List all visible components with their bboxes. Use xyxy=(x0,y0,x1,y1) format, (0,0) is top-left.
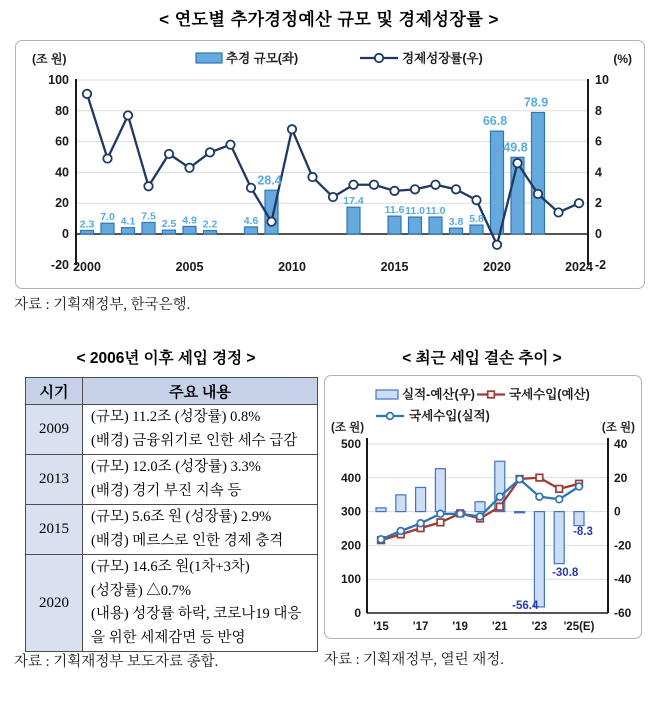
table-row xyxy=(26,405,318,455)
svg-text:0: 0 xyxy=(614,504,621,519)
content-cell xyxy=(83,555,318,652)
svg-text:17.4: 17.4 xyxy=(343,195,364,208)
bar-value-labels xyxy=(80,95,549,230)
bottom-chart-legend xyxy=(376,387,590,424)
svg-text:국세수입(예산): 국세수입(예산) xyxy=(509,387,590,402)
content-line: (배경) 메르스로 인한 경제 충격 xyxy=(91,532,284,549)
top-chart-panel xyxy=(15,40,645,289)
svg-text:66.8: 66.8 xyxy=(482,114,508,129)
col-header-content: 주요 내용 xyxy=(83,378,318,405)
svg-text:'21: '21 xyxy=(492,621,508,633)
svg-text:7.5: 7.5 xyxy=(141,210,156,223)
svg-text:-40: -40 xyxy=(614,572,632,587)
svg-text:80: 80 xyxy=(55,103,69,118)
svg-text:11.0: 11.0 xyxy=(425,205,446,218)
svg-text:-8.3: -8.3 xyxy=(573,526,593,538)
content-cell xyxy=(83,405,318,455)
svg-text:500: 500 xyxy=(340,437,361,451)
svg-text:-30.8: -30.8 xyxy=(552,567,579,579)
svg-text:-56.4: -56.4 xyxy=(512,600,539,612)
right-section-title: < 최근 세입 결손 추이 > xyxy=(402,350,562,367)
svg-text:100: 100 xyxy=(340,572,361,587)
content-line: (규모) 14.6조 원(1차+3차) xyxy=(91,559,250,575)
revenue-table xyxy=(25,377,318,652)
svg-text:20: 20 xyxy=(55,196,69,211)
period-cell: 2009 xyxy=(26,405,83,455)
svg-text:20: 20 xyxy=(614,470,628,485)
deficit-annotations xyxy=(512,526,593,612)
period-cell: 2013 xyxy=(26,455,83,505)
period-cell: 2015 xyxy=(26,505,83,555)
svg-text:(조 원): (조 원) xyxy=(601,422,635,434)
table-row xyxy=(26,505,318,555)
svg-text:추경 규모(좌): 추경 규모(좌) xyxy=(226,51,299,66)
source-table: 자료 : 기획재정부 보도자료 종합. xyxy=(14,654,219,670)
table-row xyxy=(26,455,318,505)
svg-text:'15: '15 xyxy=(373,621,389,633)
svg-text:경제성장률(우): 경제성장률(우) xyxy=(402,51,483,66)
bottom-chart-svg xyxy=(325,376,639,636)
deficit-bars xyxy=(376,461,584,607)
svg-text:(%): (%) xyxy=(613,52,632,66)
left-section-title: < 2006년 이후 세입 경정 > xyxy=(76,350,256,367)
svg-text:실적-예산(우): 실적-예산(우) xyxy=(402,387,475,402)
bottom-chart-panel xyxy=(324,375,642,639)
svg-text:-60: -60 xyxy=(614,606,632,620)
svg-text:10: 10 xyxy=(595,73,609,87)
svg-text:'23: '23 xyxy=(531,621,548,633)
growth-rate-line xyxy=(83,90,583,249)
col-header-period: 시기 xyxy=(26,378,83,405)
top-chart-svg xyxy=(16,41,644,286)
svg-text:0: 0 xyxy=(62,227,69,241)
svg-text:400: 400 xyxy=(340,470,361,485)
svg-text:2.5: 2.5 xyxy=(161,218,177,231)
page-title: < 연도별 추가경정예산 규모 및 경제성장률 > xyxy=(159,10,499,29)
content-line: (배경) 금융위기로 인한 세수 급감 xyxy=(91,432,298,449)
svg-text:4: 4 xyxy=(595,165,602,180)
svg-text:4.9: 4.9 xyxy=(182,214,197,227)
content-cell xyxy=(83,455,318,505)
svg-text:4.6: 4.6 xyxy=(243,214,259,227)
svg-text:0: 0 xyxy=(595,227,602,241)
source-top: 자료 : 기획재정부, 한국은행. xyxy=(14,297,191,313)
content-line: (규모) 12.0조 (성장률) 3.3% xyxy=(91,459,261,475)
svg-text:-20: -20 xyxy=(614,538,632,553)
svg-text:2020: 2020 xyxy=(483,260,511,274)
svg-text:2024: 2024 xyxy=(565,260,593,274)
svg-text:2000: 2000 xyxy=(73,260,101,274)
svg-text:-2: -2 xyxy=(595,257,607,272)
svg-text:0: 0 xyxy=(354,606,361,620)
svg-text:28.4: 28.4 xyxy=(257,173,282,188)
svg-text:2.3: 2.3 xyxy=(79,218,95,231)
top-chart-legend xyxy=(196,51,483,66)
table-row xyxy=(26,555,318,652)
svg-text:100: 100 xyxy=(48,73,69,87)
svg-text:5.8: 5.8 xyxy=(469,213,484,226)
content-line: (규모) 11.2조 (성장률) 0.8% xyxy=(91,409,261,425)
svg-text:4.1: 4.1 xyxy=(120,215,136,228)
svg-text:2.2: 2.2 xyxy=(202,218,218,231)
svg-text:7.0: 7.0 xyxy=(100,211,115,224)
svg-text:(조 원): (조 원) xyxy=(331,422,365,434)
svg-text:60: 60 xyxy=(55,134,69,149)
content-line: (내용) 성장률 하락, 코로나19 대응을 위한 세제감면 등 반영 xyxy=(91,606,302,646)
svg-text:'19: '19 xyxy=(452,621,468,633)
svg-text:8: 8 xyxy=(595,103,602,118)
svg-text:-20: -20 xyxy=(50,257,69,272)
svg-text:40: 40 xyxy=(55,165,69,180)
svg-text:3.8: 3.8 xyxy=(448,216,464,229)
svg-text:'17: '17 xyxy=(412,621,429,633)
svg-text:2005: 2005 xyxy=(175,260,204,274)
svg-text:'25(E): '25(E) xyxy=(563,621,595,633)
svg-text:2: 2 xyxy=(595,196,602,211)
svg-text:11.0: 11.0 xyxy=(405,205,425,218)
content-cell xyxy=(83,505,318,555)
svg-text:2010: 2010 xyxy=(278,260,306,274)
period-cell: 2020 xyxy=(26,555,83,652)
content-line: (규모) 5.6조 원 (성장률) 2.9% xyxy=(91,509,272,525)
svg-text:49.8: 49.8 xyxy=(503,140,528,155)
source-bottom: 자료 : 기획재정부, 열린 재정. xyxy=(324,652,504,668)
svg-text:6: 6 xyxy=(595,134,602,149)
svg-text:40: 40 xyxy=(614,437,628,451)
svg-text:국세수입(실적): 국세수입(실적) xyxy=(409,409,490,423)
content-line: (성장률) △0.7% xyxy=(91,582,192,599)
svg-text:300: 300 xyxy=(340,504,361,519)
content-line: (배경) 경기 부진 지속 등 xyxy=(91,482,242,499)
svg-text:200: 200 xyxy=(340,538,361,553)
svg-text:2015: 2015 xyxy=(380,260,409,274)
table-header-row xyxy=(26,378,318,405)
svg-text:(조 원): (조 원) xyxy=(32,52,67,66)
svg-text:11.6: 11.6 xyxy=(384,204,405,217)
svg-text:78.9: 78.9 xyxy=(523,95,549,110)
